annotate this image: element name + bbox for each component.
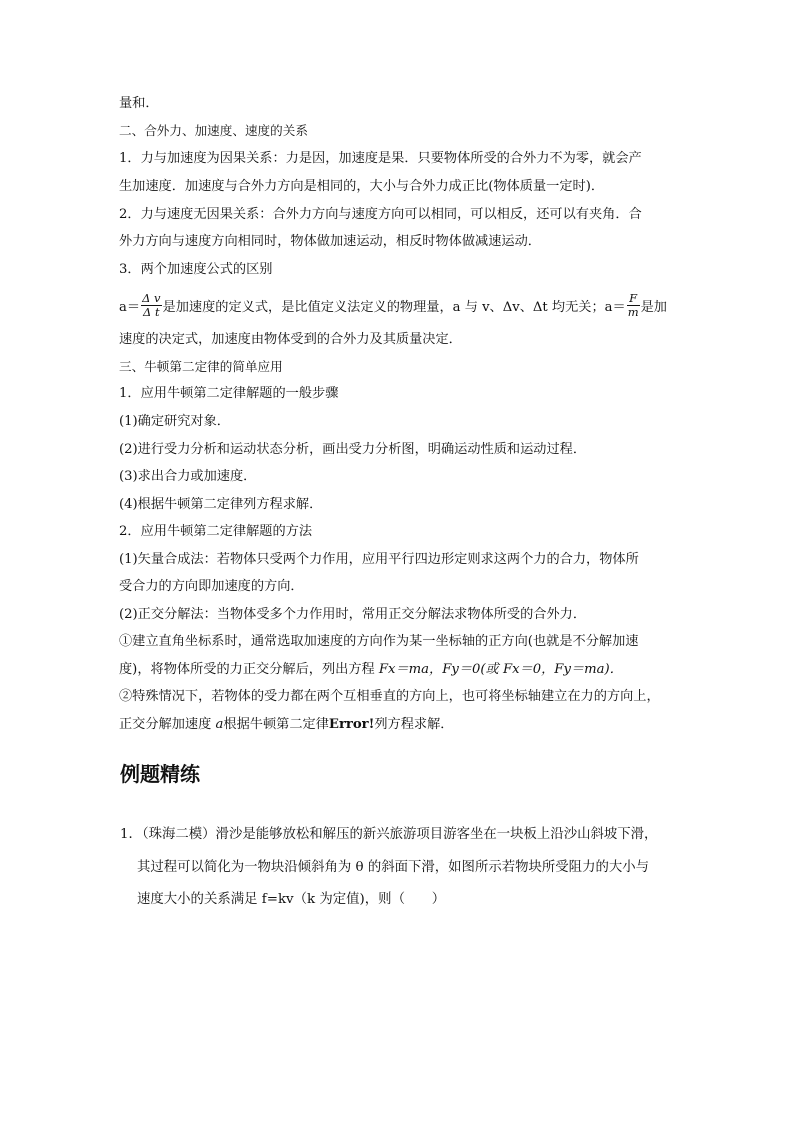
fraction-f-m bbox=[627, 292, 640, 319]
heading-section-2: 二、合外力、加速度、速度的关系 bbox=[119, 123, 308, 138]
text-line: 生加速度．加速度与合外力方向是相同的，大小与合外力成正比(物体质量一定时)． bbox=[119, 179, 605, 194]
heading-section-3: 三、牛顿第二定律的简单应用 bbox=[119, 359, 283, 374]
text-line: 2．应用牛顿第二定律解题的方法 bbox=[119, 524, 313, 539]
text-run: 列方程求解． bbox=[374, 717, 454, 732]
text-line: 受合力的方向即加速度的方向． bbox=[119, 579, 304, 594]
equation-run: Fx＝ma，Fy＝0(或 Fx＝0，Fy＝ma)． bbox=[378, 662, 623, 677]
text-line: 1．力与加速度为因果关系：力是因，加速度是果．只要物体所受的合外力不为零，就会产 bbox=[119, 151, 642, 166]
text-line: 1．应用牛顿第二定律解题的一般步骤 bbox=[119, 386, 339, 401]
text-line: 外力方向与速度方向相同时，物体做加速运动，相反时物体做减速运动． bbox=[119, 234, 541, 249]
text-line: (4)根据牛顿第二定律列方程求解． bbox=[119, 497, 323, 512]
formula-text: 是加 bbox=[640, 300, 667, 315]
fraction-numerator: F bbox=[627, 292, 640, 306]
text-line: (3)求出合力或加速度． bbox=[119, 469, 257, 484]
question-line: 1．（珠海二模）滑沙是能够放松和解压的新兴旅游项目游客坐在一块板上沿沙山斜坡下滑， bbox=[120, 827, 658, 842]
text-line: (1)确定研究对象． bbox=[119, 414, 230, 429]
text-line: ①建立直角坐标系时，通常选取加速度的方向作为某一坐标轴的正方向(也就是不分解加速 bbox=[119, 634, 639, 649]
fraction-dv-dt bbox=[141, 292, 161, 319]
text-line bbox=[119, 715, 454, 735]
formula-text: a＝ bbox=[119, 300, 141, 315]
error-text: Error! bbox=[328, 717, 375, 732]
text-run: 正交分解加速度 bbox=[119, 717, 216, 732]
formula-text: 是加速度的定义式，是比值定义法定义的物理量，a 与 v、Δv、Δt 均无关；a＝ bbox=[162, 300, 626, 315]
text-run: 根据牛顿第二定律 bbox=[223, 717, 329, 732]
text-line: 速度的决定式，加速度由物体受到的合外力及其质量决定． bbox=[119, 332, 462, 347]
question-line: 速度大小的关系满足 f=kv（k 为定值)，则（ ） bbox=[137, 892, 446, 907]
fraction-numerator: Δ v bbox=[142, 291, 161, 305]
text-line: 2．力与速度无因果关系：合外力方向与速度方向可以相同，可以相反，还可以有夹角．合 bbox=[119, 207, 642, 222]
question-line: 其过程可以简化为一物块沿倾斜角为 θ 的斜面下滑，如图所示若物块所受阻力的大小与 bbox=[137, 860, 650, 875]
text-run: 度)，将物体所受的力正交分解后，列出方程 bbox=[119, 662, 379, 677]
fraction-denominator: Δ t bbox=[143, 305, 160, 319]
text-line: (2)进行受力分析和运动状态分析，画出受力分析图，明确运动性质和运动过程． bbox=[119, 442, 587, 457]
text-line: ②特殊情况下，若物体的受力都在两个互相垂直的方向上，也可将坐标轴建立在力的方向上， bbox=[119, 689, 660, 704]
text-line: 3．两个加速度公式的区别 bbox=[119, 262, 273, 277]
text-line bbox=[119, 660, 623, 680]
text-line: (2)正交分解法：当物体受多个力作用时，常用正交分解法求物体所受的合外力． bbox=[119, 607, 587, 622]
text-line: (1)矢量合成法：若物体只受两个力作用，应用平行四边形定则求这两个力的合力，物体所 bbox=[119, 552, 639, 567]
fraction-denominator: m bbox=[627, 305, 639, 319]
formula-line bbox=[119, 291, 667, 321]
text-line: 量和． bbox=[119, 96, 159, 111]
section-title: 例题精练 bbox=[120, 762, 200, 786]
variable-a: a bbox=[215, 717, 224, 732]
